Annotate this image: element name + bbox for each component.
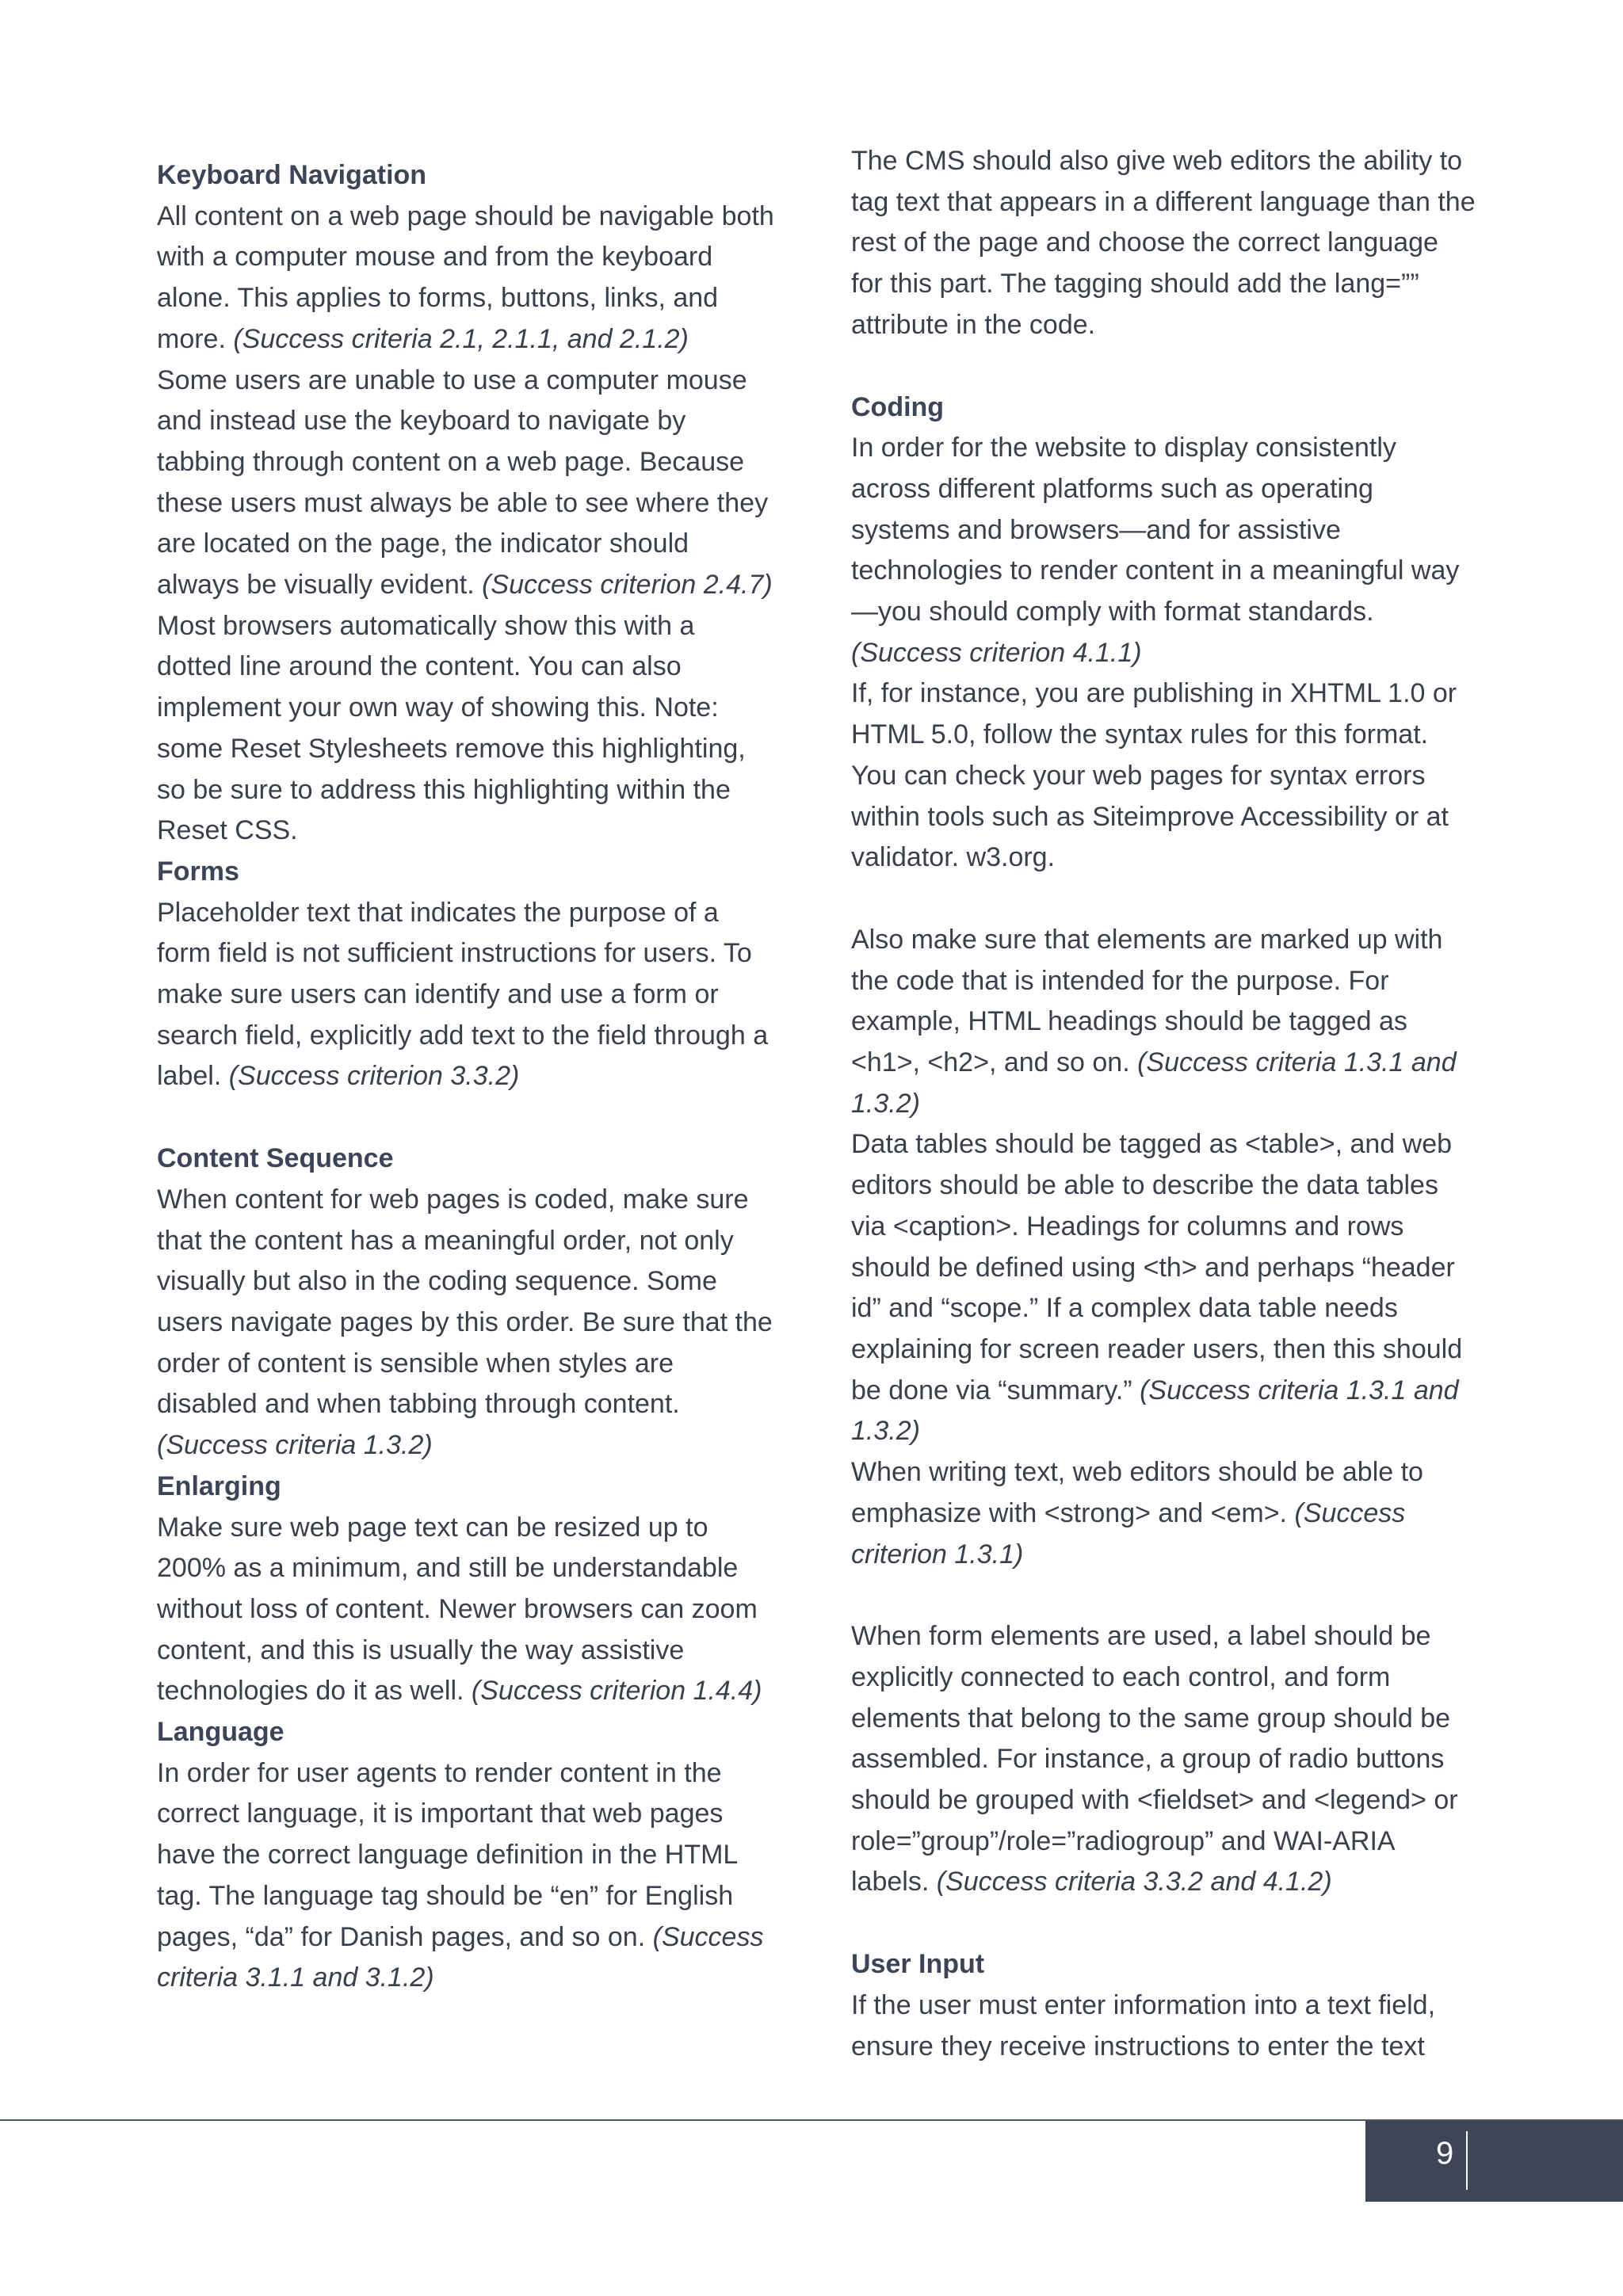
page-number-box <box>1365 2121 1623 2202</box>
paragraph-keyboard-1 <box>157 196 775 360</box>
paragraph-language <box>157 1753 775 1999</box>
paragraph-forms <box>157 893 775 1098</box>
text: Data tables should be tagged as <table>, and web editors should be able to describe the data tables via <caption>. Headings for columns and rows should be defined using <th> and perhaps “header id” and “scope.” If a complex data table needs explaining for screen reader users, then this should be done via “summary.” <box>851 1129 1463 1405</box>
text: When content for web pages is coded, make sure that the content has a meaningful order, not only visually but also in the coding sequence. Some users navigate pages by this order. Be sure that the order of content is sensible when styles are disabled and when tabbing through content. <box>157 1184 773 1420</box>
paragraph-keyboard-2 <box>157 360 775 852</box>
citation: (Success criteria 3.3.2 and 4.1.2) <box>936 1867 1332 1897</box>
citation: (Success criteria 1.3.2) <box>157 1430 433 1461</box>
paragraph-markup <box>851 920 1477 1125</box>
citation: (Success criterion 1.3.1) <box>851 1497 1406 1569</box>
text: Make sure web page text can be resized up to 200% as a minimum, and still be understandable without loss of content. Newer browsers can zoom content, and this is usually the way assistive technologies do it as well. <box>157 1512 758 1707</box>
heading-enlarging: Enlarging <box>157 1470 281 1501</box>
spacer <box>157 1097 775 1138</box>
heading-forms: Forms <box>157 856 239 887</box>
paragraph-form-elements <box>851 1616 1477 1903</box>
paragraph-user-input: If the user must enter information into a text field, ensure they receive instructions to enter the text <box>851 1989 1436 2061</box>
paragraph-data-tables <box>851 1124 1477 1452</box>
heading-user-input: User Input <box>851 1949 985 1980</box>
paragraph-content-sequence <box>157 1180 775 1466</box>
paragraph-enlarging <box>157 1508 775 1713</box>
paragraph-emphasis <box>851 1452 1477 1575</box>
citation: (Success criteria 3.1.1 and 3.1.2) <box>157 1921 764 1993</box>
heading-keyboard-navigation: Keyboard Navigation <box>157 160 427 190</box>
paragraph-cms-language: The CMS should also give web editors the ability to tag text that appears in a different language than the rest of the page and choose the correct language for this part. The tagging should add the lang=”” attribute in the code. <box>851 146 1476 340</box>
text: Most browsers automatically show this with a dotted line around the content. You can also implement your own way of showing this. Note: some Reset Stylesheets remove this highlighting, so be sure to address this highlighting within the Reset CSS. <box>157 610 746 846</box>
text: Placeholder text that indicates the purpose of a form field is not sufficient instructions for users. To make sure users can identify and use a form or search field, explicitly add text to the field through a label. <box>157 897 769 1092</box>
left-column <box>157 155 775 1999</box>
spacer <box>851 346 1477 387</box>
heading-coding: Coding <box>851 391 945 422</box>
citation: (Success criteria 1.3.1 and 1.3.2) <box>851 1047 1457 1119</box>
text: Some users are unable to use a computer mouse and instead use the keyboard to navigate by tabbing through content on a web page. Because these users must always be able to see where they are located on the page, the indicator should always be visually evident. <box>157 364 769 601</box>
citation: (Success criteria 2.1, 2.1.1, and 2.1.2) <box>233 323 689 354</box>
right-column <box>851 141 1477 2067</box>
text: All content on a web page should be navigable both with a computer mouse and from the keyboard alone. This applies to forms, buttons, links, and more. <box>157 200 774 354</box>
paragraph-xhtml: If, for instance, you are publishing in XHTML 1.0 or HTML 5.0, follow the syntax rules for this format. You can check your web pages for syntax errors within tools such as Siteimprove Accessibility or at validator. w3.org. <box>851 678 1457 873</box>
citation: (Success criterion 2.4.7) <box>482 570 773 601</box>
citation: (Success criterion 1.4.4) <box>471 1676 762 1707</box>
paragraph-coding <box>851 428 1477 673</box>
heading-content-sequence: Content Sequence <box>157 1143 394 1174</box>
spacer <box>851 1903 1477 1944</box>
text: Also make sure that elements are marked up with the code that is intended for the purpose. For example, HTML headings should be tagged as <h1>, <h2>, and so on. <box>851 924 1443 1078</box>
page-number: 9 <box>1436 2136 1454 2171</box>
text: In order for user agents to render content in the correct language, it is important that web pages have the correct language definition in the HTML tag. The language tag should be “en” for English pages, “da” for Danish pages, and so on. <box>157 1757 738 1952</box>
spacer <box>851 879 1477 920</box>
text: In order for the website to display consistently across different platforms such as operating systems and browsers—and for assistive technologies to render content in a meaningful way—you should comply with format standards. <box>851 433 1460 627</box>
page-number-bar <box>1466 2131 1468 2190</box>
text: When form elements are used, a label should be explicitly connected to each control, and form elements that belong to the same group should be assembled. For instance, a group of radio buttons should be grouped with <fieldset> and <legend> or role=”group”/role=”radiogroup” and WAI-ARIA labels. <box>851 1621 1458 1897</box>
text: When writing text, web editors should be able to emphasize with <strong> and <em>. <box>851 1457 1423 1528</box>
citation: (Success criterion 4.1.1) <box>851 637 1142 668</box>
heading-language: Language <box>157 1717 285 1748</box>
spacer <box>851 1575 1477 1616</box>
citation: (Success criteria 1.3.1 and 1.3.2) <box>851 1375 1459 1447</box>
citation: (Success criterion 3.3.2) <box>228 1061 520 1092</box>
